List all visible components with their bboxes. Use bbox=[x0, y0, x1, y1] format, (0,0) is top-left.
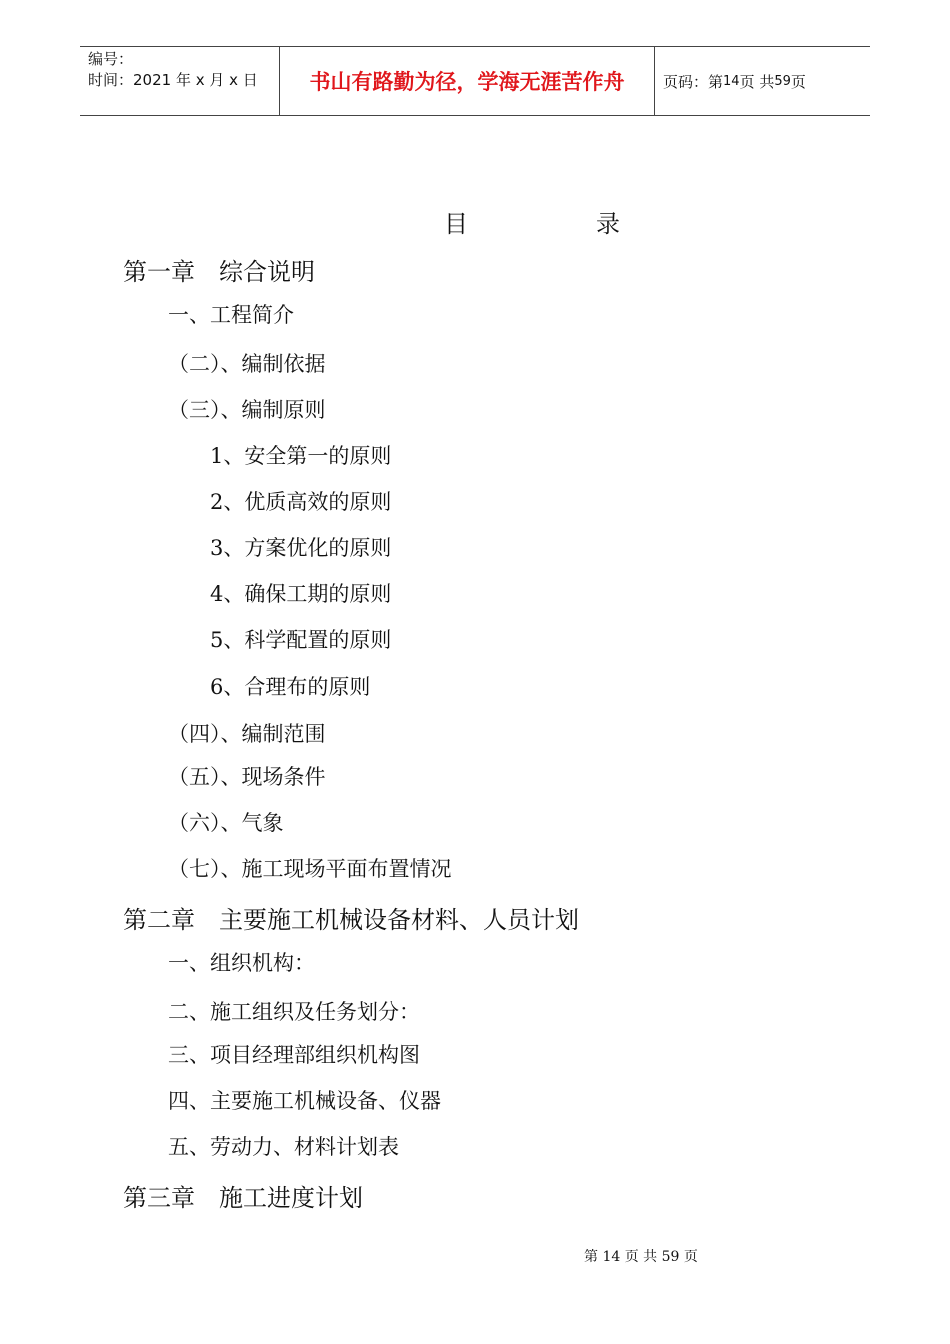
toc-entry: 四、主要施工机械设备、仪器 bbox=[168, 1089, 441, 1113]
time-label: 时间：2021 年 x 月 x 日 bbox=[88, 71, 258, 89]
page-current: 14 bbox=[723, 73, 740, 89]
page-footer: 第 14 页 共 59 页 bbox=[584, 1249, 698, 1265]
toc-entry: （五）、现场条件 bbox=[168, 765, 326, 789]
page-header bbox=[80, 46, 870, 116]
toc-title-left: 目 bbox=[444, 210, 468, 238]
page-mid: 页 共 bbox=[739, 72, 775, 91]
toc-entry: 一、组织机构： bbox=[168, 951, 315, 975]
toc-entry: 五、劳动力、材料计划表 bbox=[168, 1135, 399, 1159]
toc-entry: （七）、施工现场平面布置情况 bbox=[168, 857, 452, 881]
toc-entry: 一、工程简介 bbox=[168, 303, 294, 327]
header-meta bbox=[80, 47, 280, 115]
toc-entry: 4、确保工期的原则 bbox=[210, 582, 392, 606]
toc-entry: （三）、编制原则 bbox=[168, 398, 326, 422]
toc-entry: 1、安全第一的原则 bbox=[210, 444, 392, 468]
toc-entry: 5、科学配置的原则 bbox=[210, 628, 392, 652]
number-label: 编号： bbox=[88, 50, 134, 68]
toc-entry: 3、方案优化的原则 bbox=[210, 536, 392, 560]
toc-entry: （四）、编制范围 bbox=[168, 722, 326, 746]
header-motto: 书山有路勤为径，学海无涯苦作舟 bbox=[280, 47, 655, 115]
toc-title-right: 录 bbox=[596, 210, 620, 238]
header-page-info bbox=[655, 47, 870, 115]
page-total: 59 bbox=[774, 73, 791, 89]
toc-entry: 第二章 主要施工机械设备材料、人员计划 bbox=[123, 906, 579, 934]
toc-entry: （二）、编制依据 bbox=[168, 352, 326, 376]
toc-entry: 三、项目经理部组织机构图 bbox=[168, 1043, 420, 1067]
page-suffix: 页 bbox=[790, 72, 806, 91]
toc-entry: 第三章 施工进度计划 bbox=[123, 1184, 363, 1212]
page-prefix: 页码：第 bbox=[663, 72, 724, 91]
toc-entry: 二、施工组织及任务划分： bbox=[168, 1000, 420, 1024]
toc-entry: 6、合理布的原则 bbox=[210, 675, 371, 699]
toc-entry: （六）、气象 bbox=[168, 811, 284, 835]
toc-entry: 2、优质高效的原则 bbox=[210, 490, 392, 514]
toc-entry: 第一章 综合说明 bbox=[123, 258, 315, 286]
